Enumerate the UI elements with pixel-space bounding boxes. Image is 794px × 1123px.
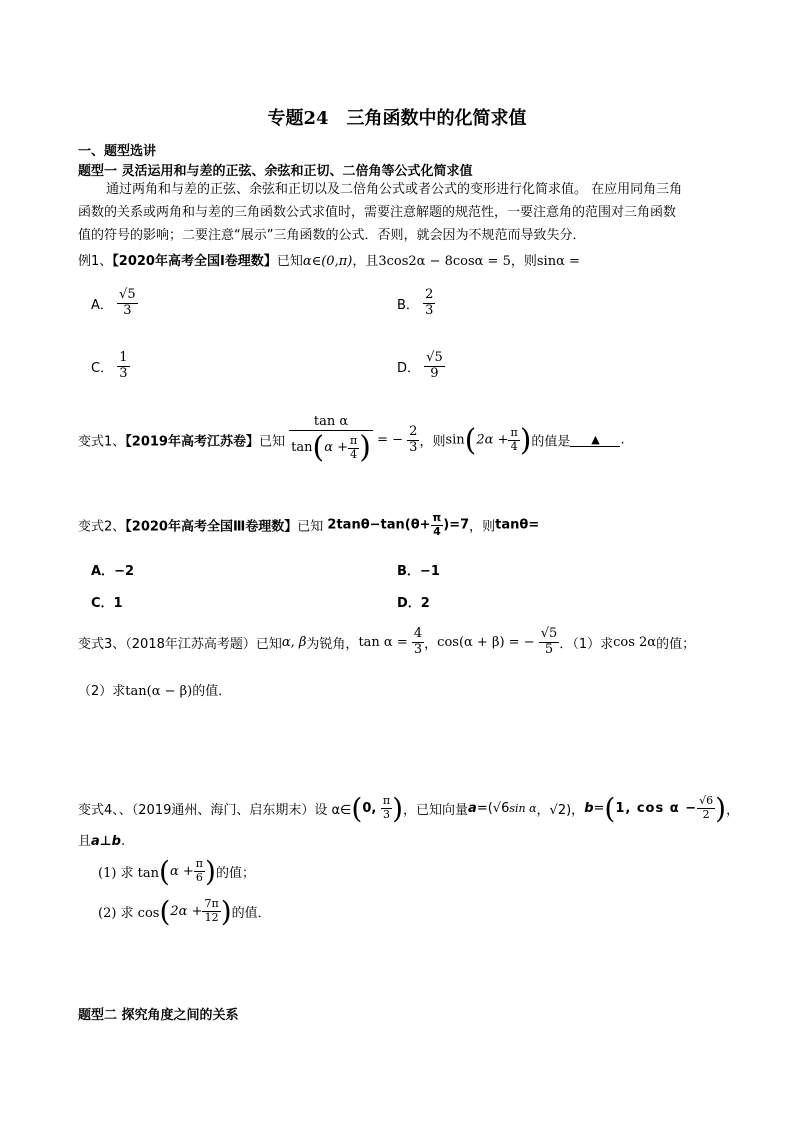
variant-4-question <box>78 792 739 825</box>
var3-prefix: 变式3、（2018年江苏高考题）已知 <box>78 636 282 652</box>
ex1-source: 【2020年高考全国Ⅰ卷理数】 <box>112 254 277 269</box>
option-value: −2 <box>114 564 135 579</box>
fraction-denominator: 3 <box>382 808 390 821</box>
var3-q1-expr: cos 2α <box>613 634 657 650</box>
var4-period: . <box>120 834 126 849</box>
var3-tan-lhs: tan α = <box>358 634 408 650</box>
var2-prefix: 变式2、 <box>78 519 126 535</box>
right-paren: ) <box>715 792 727 825</box>
var2-option-c <box>91 592 123 611</box>
var3-tan-fraction <box>412 627 424 658</box>
option-value: −1 <box>419 564 440 579</box>
var3-q2-tail: 的值． <box>192 684 232 699</box>
ex1-known: 已知 <box>276 254 303 269</box>
var4-b-eq: = <box>593 801 605 816</box>
var3-q2-expr: tan(α − β) <box>125 684 193 699</box>
var4-line2: 且 <box>78 834 92 849</box>
pi-over-4 <box>431 512 444 538</box>
den-fn: tan <box>291 439 313 455</box>
intro-line-3: 值的符号的影响；二要注意“展示”三角函数的公式．否则，就会因为不规范而导致失分． <box>78 228 586 243</box>
var1-main-fraction <box>289 415 373 465</box>
pi-over-3 <box>381 795 392 821</box>
ex1-option-a <box>91 288 138 319</box>
var2-option-b <box>397 560 440 579</box>
intro-line-1: 通过两角和与差的正弦、余弦和正切以及二倍角公式或者公式的变形进行化简求值。 在应用同角三角 <box>106 182 683 197</box>
fraction-numerator: 2 <box>409 423 418 439</box>
option-label: C． <box>91 360 114 376</box>
sub1-label: (1) 求 tan <box>98 866 160 881</box>
fraction-numerator: π <box>195 857 204 871</box>
right-paren: ) <box>220 895 232 928</box>
option-fraction <box>117 351 129 382</box>
sub2-tail: 的值． <box>231 906 271 921</box>
ex1-cond2: 3cos2α − 8cosα = 5 <box>378 254 511 269</box>
option-value: 2 <box>420 596 430 611</box>
var3-cos-lhs: cos(α + β) = − <box>437 634 535 650</box>
var1-source: 【2019年高考江苏卷】 <box>125 434 259 450</box>
left-paren: ( <box>464 422 477 458</box>
var2-known: 已知 <box>297 519 324 535</box>
ex1-prefix: 例1、 <box>78 254 113 269</box>
ex1-target: sinα = <box>536 254 580 269</box>
variant-1-question: 变式1、【2019年高考江苏卷】已知 tan α tan(α + $\frac{\pi}{4}$ ) = − $\frac{2}{3}$ ，则sin(2α + $\frac{\pi}{4}$ )的值是 ▲ . <box>78 414 625 465</box>
var2-ask: ，则 <box>469 519 496 535</box>
var3-acute: 为锐角， <box>306 636 359 652</box>
left-paren: ( <box>604 792 616 825</box>
var2-expr-a: 2tanθ−tan(θ+ <box>327 517 431 533</box>
sqrt6-over-2 <box>697 795 715 821</box>
sub2-inner: 2α + <box>170 904 203 919</box>
left-paren: ( <box>159 855 170 888</box>
var4-a-comp2: ，√2) <box>536 803 572 818</box>
var1-rhs-fraction <box>407 425 419 456</box>
var1-tail: 的值是 <box>531 434 571 450</box>
fraction-denominator: 3 <box>119 365 128 381</box>
fraction-numerator: √5 <box>119 287 136 302</box>
fraction-denominator: 4 <box>510 439 518 453</box>
fraction-denominator: 3 <box>425 302 434 318</box>
fraction-denominator: 3 <box>409 439 418 455</box>
var1-sin: sin <box>445 432 465 448</box>
var4-a-comp1: √6 <box>492 801 510 816</box>
var3-cos-fraction <box>539 627 560 658</box>
ex1-option-c <box>91 351 130 382</box>
option-label: B． <box>397 564 420 579</box>
var4-eq: =( <box>476 801 493 816</box>
var2-option-a <box>91 560 134 579</box>
fraction-denominator: 6 <box>195 871 203 884</box>
var3-q2: （2）求 <box>78 684 126 699</box>
right-paren: ) <box>359 429 371 465</box>
ex1-cond1: α∈(0,π) <box>302 254 353 269</box>
fraction-denominator: 9 <box>430 365 439 381</box>
ex1-option-b <box>397 288 435 319</box>
fraction-numerator: √6 <box>699 794 714 808</box>
sub1-inner: α + <box>169 864 194 879</box>
answer-blank: ▲ <box>570 433 620 447</box>
fraction-numerator: 1 <box>119 350 128 365</box>
option-label: D． <box>397 360 421 376</box>
var2-source: 【2020年高考全国Ⅲ卷理数】 <box>125 519 298 535</box>
den-inner: α + <box>324 439 349 455</box>
fraction-numerator: π <box>432 511 442 524</box>
ex1-ask: ，则 <box>510 254 537 269</box>
fraction-numerator: √5 <box>426 350 443 365</box>
vector-a: a <box>468 801 477 816</box>
var3-vars: α, β <box>281 634 307 650</box>
example-1-question <box>78 250 580 269</box>
fraction-denominator: 4 <box>350 447 358 461</box>
option-label: A． <box>91 564 115 579</box>
option-label: D． <box>397 596 421 611</box>
var3-q1-tail: 的值； <box>656 636 696 652</box>
variant-4-part-1 <box>98 855 255 888</box>
pi-over-4 <box>508 427 519 453</box>
var4-a-sin: sin α <box>509 802 537 815</box>
variant-3-part-2 <box>78 680 231 699</box>
var2-target: tanθ= <box>495 517 540 533</box>
fraction-denominator: 12 <box>204 911 219 924</box>
7pi-over-12 <box>202 898 220 924</box>
vector-b: b <box>584 801 594 816</box>
left-paren: ( <box>159 895 171 928</box>
option-fraction <box>117 288 138 319</box>
fraction-numerator: π <box>382 794 391 808</box>
left-bracket: ( <box>351 792 363 825</box>
variant-3-question <box>78 627 695 658</box>
var2-expr-b: )=7 <box>443 517 470 533</box>
right-paren: ) <box>205 855 216 888</box>
fraction-denominator: 5 <box>544 641 554 657</box>
var1-ask: ，则 <box>419 434 446 450</box>
fraction-numerator: 7π <box>204 897 219 911</box>
var4-tail: ， <box>726 803 740 818</box>
variant-4-part-2 <box>98 895 271 928</box>
sub2-label: (2) 求 cos <box>98 906 160 921</box>
fraction-numerator: tan α <box>289 415 373 431</box>
var4-int-a: 0, <box>362 801 381 816</box>
sub1-tail: 的值； <box>215 866 255 881</box>
var1-inner: 2α + <box>476 432 509 448</box>
fraction-numerator: π <box>350 434 358 448</box>
type2-heading: 题型二 探究角度之间的关系 <box>78 1008 239 1023</box>
var2-option-d <box>397 592 430 611</box>
ex1-option-d <box>397 351 445 382</box>
fraction-denominator: 4 <box>433 524 441 538</box>
option-value: 1 <box>113 596 123 611</box>
option-fraction <box>424 351 445 382</box>
fraction-numerator: √5 <box>540 626 558 641</box>
page-title: 专题24 三角函数中的化简求值 <box>267 108 527 129</box>
fraction-denominator <box>289 431 373 466</box>
ex1-and: ，且 <box>352 254 379 269</box>
option-label: A． <box>91 297 113 313</box>
fraction-numerator: 4 <box>413 626 423 641</box>
var3-comma: ， <box>424 636 438 652</box>
left-paren: ( <box>312 429 325 465</box>
variant-2-question <box>78 512 539 538</box>
option-label: B． <box>397 297 419 313</box>
type1-heading: 题型一 灵活运用和与差的正弦、余弦和正切、二倍角等公式化简求值 <box>78 164 473 179</box>
var4-b-comp1: 1, cos α − <box>615 801 698 816</box>
var4-prefix: 变式4、、（2019通州、海门、启东期末）设 α∈ <box>78 803 352 818</box>
var4-comma: ， <box>571 803 585 818</box>
fraction-denominator: 3 <box>123 302 132 318</box>
fraction-denominator: 3 <box>413 641 423 657</box>
var4-given: ，已知向量 <box>403 803 469 818</box>
pi-over-6 <box>194 858 205 884</box>
var1-known: 已知 <box>258 434 285 450</box>
right-bracket: ) <box>392 792 404 825</box>
option-label: C． <box>91 596 114 611</box>
fraction-numerator: 2 <box>425 287 434 302</box>
right-paren: ) <box>519 422 532 458</box>
var3-q1: ．（1）求 <box>559 636 614 652</box>
pi-over-4 <box>348 435 359 461</box>
var1-eq: = − <box>377 432 404 448</box>
var4-perp: a⊥b <box>91 834 121 849</box>
fraction-numerator: π <box>510 426 518 440</box>
option-fraction <box>423 288 435 319</box>
variant-4-line-2 <box>78 830 125 849</box>
fraction-denominator: 2 <box>702 808 710 821</box>
intro-line-2: 函数的关系或两角和与差的三角函数公式求值时，需要注意解题的规范性，一要注意角的范围对三角函数 <box>78 205 677 220</box>
var1-prefix: 变式1、 <box>78 434 126 450</box>
section-heading: 一、题型选讲 <box>78 144 157 159</box>
